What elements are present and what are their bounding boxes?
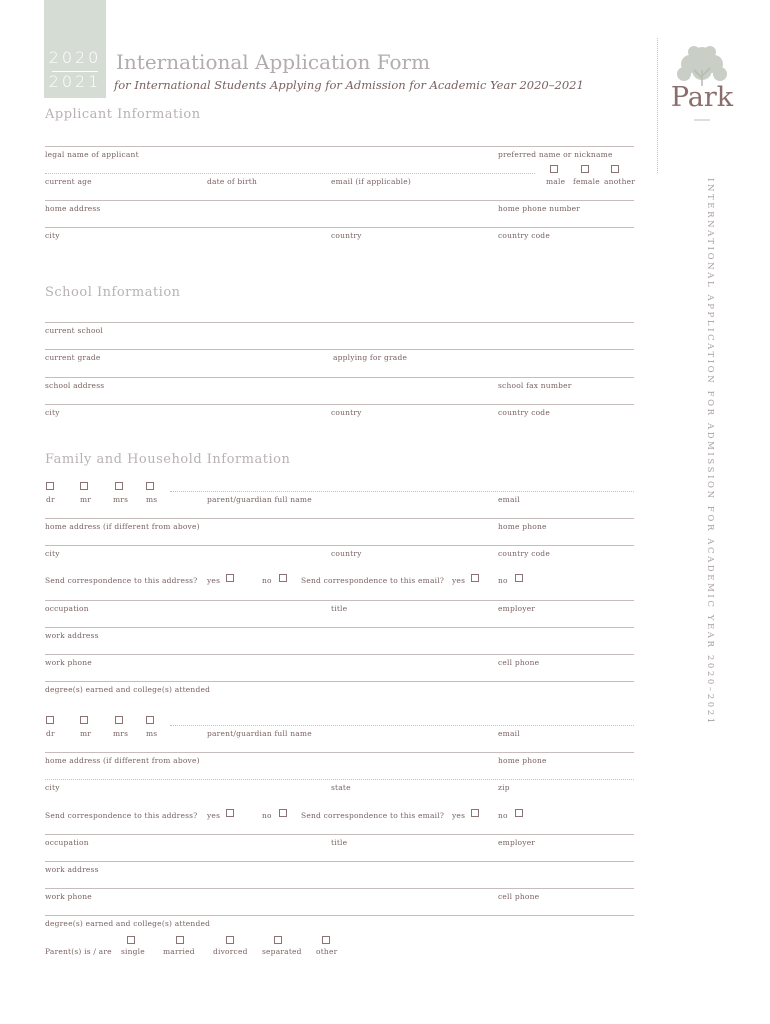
checkbox-g1-ms[interactable]: [146, 482, 154, 490]
checkbox-another[interactable]: [611, 165, 619, 173]
label-g2-yes1: yes: [207, 811, 221, 820]
label-legal-name: legal name of applicant: [45, 150, 139, 159]
label-g2-title: title: [331, 838, 348, 847]
label-g1-home-phone: home phone: [498, 522, 547, 531]
label-g2-zip: zip: [498, 783, 510, 792]
form-title: International Application Form: [116, 50, 431, 74]
label-other: other: [316, 947, 338, 956]
label-g1-send-address: Send correspondence to this address?: [45, 576, 198, 585]
checkbox-g1-email-yes[interactable]: [471, 574, 479, 582]
label-current-age: current age: [45, 177, 92, 186]
checkbox-g1-mr[interactable]: [80, 482, 88, 490]
checkbox-divorced[interactable]: [226, 936, 234, 944]
label-g1-ms: ms: [146, 495, 158, 504]
label-g1-yes1: yes: [207, 576, 221, 585]
label-g2-occupation: occupation: [45, 838, 89, 847]
label-g1-no1: no: [262, 576, 272, 585]
checkbox-female[interactable]: [581, 165, 589, 173]
line-current-school[interactable]: [45, 322, 634, 323]
label-applying-for-grade: applying for grade: [333, 353, 408, 362]
label-married: married: [163, 947, 195, 956]
label-current-grade: current grade: [45, 353, 101, 362]
checkbox-g2-dr[interactable]: [46, 716, 54, 724]
label-g1-employer: employer: [498, 604, 536, 613]
label-g2-send-email: Send correspondence to this email?: [301, 811, 445, 820]
label-g2-city: city: [45, 783, 60, 792]
label-g2-employer: employer: [498, 838, 536, 847]
year-badge: [44, 0, 106, 98]
label-home-address: home address: [45, 204, 101, 213]
checkbox-g2-address-no[interactable]: [279, 809, 287, 817]
label-g2-yes2: yes: [452, 811, 466, 820]
label-g2-work-phone: work phone: [45, 892, 92, 901]
checkbox-g2-mrs[interactable]: [115, 716, 123, 724]
line-g1-work-address[interactable]: [45, 627, 634, 628]
line-legal-name: [45, 146, 634, 147]
line-g2-work-phone[interactable]: [45, 888, 634, 889]
label-school-country-code: country code: [498, 408, 550, 417]
label-g1-cell-phone: cell phone: [498, 658, 540, 667]
line-g2-full-name[interactable]: [170, 725, 634, 726]
header-divider: [657, 38, 658, 173]
line-g1-full-name[interactable]: [170, 491, 634, 492]
line-g1-occupation[interactable]: [45, 600, 634, 601]
label-g1-mrs: mrs: [113, 495, 129, 504]
label-g1-send-email: Send correspondence to this email?: [301, 576, 445, 585]
label-g2-no1: no: [262, 811, 272, 820]
line-age[interactable]: [45, 173, 535, 174]
label-single: single: [121, 947, 145, 956]
checkbox-single[interactable]: [127, 936, 135, 944]
logo-wordmark: Park: [670, 82, 734, 113]
label-g2-ms: ms: [146, 729, 158, 738]
checkbox-other[interactable]: [322, 936, 330, 944]
line-school-city[interactable]: [45, 404, 634, 405]
checkbox-g2-address-yes[interactable]: [226, 809, 234, 817]
checkbox-g2-email-no[interactable]: [515, 809, 523, 817]
line-g1-home-address[interactable]: [45, 518, 634, 519]
label-g1-occupation: occupation: [45, 604, 89, 613]
line-school-address[interactable]: [45, 377, 634, 378]
label-g1-no2: no: [498, 576, 508, 585]
label-country-code: country code: [498, 231, 550, 240]
checkbox-g1-dr[interactable]: [46, 482, 54, 490]
label-male: male: [546, 177, 566, 186]
checkbox-g1-address-no[interactable]: [279, 574, 287, 582]
label-g1-full-name: parent/guardian full name: [207, 495, 312, 504]
label-school-fax: school fax number: [498, 381, 572, 390]
vertical-side-title: INTERNATIONAL APPLICATION FOR ADMISSION FOR ACADEMIC YEAR 2020–2021: [705, 178, 715, 726]
label-g2-degrees: degree(s) earned and college(s) attended: [45, 919, 211, 928]
line-g1-work-phone[interactable]: [45, 654, 634, 655]
checkbox-male[interactable]: [550, 165, 558, 173]
line-g1-degrees[interactable]: [45, 681, 634, 682]
label-g1-work-phone: work phone: [45, 658, 92, 667]
checkbox-separated[interactable]: [274, 936, 282, 944]
label-g2-no2: no: [498, 811, 508, 820]
checkbox-married[interactable]: [176, 936, 184, 944]
label-g2-home-address: home address (if different from above): [45, 756, 200, 765]
label-g2-email: email: [498, 729, 520, 738]
label-current-school: current school: [45, 326, 103, 335]
label-divorced: divorced: [213, 947, 248, 956]
label-g1-yes2: yes: [452, 576, 466, 585]
line-g2-occupation[interactable]: [45, 834, 634, 835]
label-g2-work-address: work address: [45, 865, 99, 874]
label-g1-work-address: work address: [45, 631, 99, 640]
line-g2-work-address[interactable]: [45, 861, 634, 862]
label-g2-cell-phone: cell phone: [498, 892, 540, 901]
label-another: another: [604, 177, 636, 186]
line-current-grade[interactable]: [45, 349, 634, 350]
label-g1-country-code: country code: [498, 549, 550, 558]
label-g1-country: country: [331, 549, 362, 558]
label-g1-degrees: degree(s) earned and college(s) attended: [45, 685, 211, 694]
line-g2-city[interactable]: [45, 779, 634, 780]
label-g2-send-address: Send correspondence to this address?: [45, 811, 198, 820]
label-g1-mr: mr: [80, 495, 92, 504]
label-school-city: city: [45, 408, 60, 417]
line-g1-city[interactable]: [45, 545, 634, 546]
label-g1-email: email: [498, 495, 520, 504]
checkbox-g2-mr[interactable]: [80, 716, 88, 724]
label-home-phone: home phone number: [498, 204, 581, 213]
label-g1-title: title: [331, 604, 348, 613]
label-g2-state: state: [331, 783, 351, 792]
line-g2-home-address[interactable]: [45, 752, 634, 753]
section-title-school: School Information: [45, 285, 181, 300]
checkbox-g1-address-yes[interactable]: [226, 574, 234, 582]
label-g1-home-address: home address (if different from above): [45, 522, 200, 531]
label-g1-city: city: [45, 549, 60, 558]
line-city[interactable]: [45, 227, 634, 228]
year-top: 2020: [48, 48, 102, 67]
label-g1-dr: dr: [46, 495, 55, 504]
form-subtitle: for International Students Applying for Admission for Academic Year 2020–2021: [114, 78, 584, 92]
checkbox-g1-email-no[interactable]: [515, 574, 523, 582]
label-email: email (if applicable): [331, 177, 411, 186]
section-title-applicant: Applicant Information: [45, 107, 201, 122]
line-g2-degrees[interactable]: [45, 915, 634, 916]
label-date-of-birth: date of birth: [207, 177, 258, 186]
label-preferred-name: preferred name or nickname: [498, 150, 613, 159]
checkbox-g2-ms[interactable]: [146, 716, 154, 724]
label-school-country: country: [331, 408, 362, 417]
label-g2-home-phone: home phone: [498, 756, 547, 765]
label-parents-status: Parent(s) is / are: [45, 947, 112, 956]
label-city: city: [45, 231, 60, 240]
label-country: country: [331, 231, 362, 240]
section-title-family: Family and Household Information: [45, 452, 291, 467]
label-g2-mrs: mrs: [113, 729, 129, 738]
line-home-address[interactable]: [45, 200, 634, 201]
label-g2-dr: dr: [46, 729, 55, 738]
label-female: female: [573, 177, 600, 186]
label-school-address: school address: [45, 381, 105, 390]
year-bottom: 2021: [48, 72, 102, 91]
label-g2-mr: mr: [80, 729, 92, 738]
label-g2-full-name: parent/guardian full name: [207, 729, 312, 738]
checkbox-g2-email-yes[interactable]: [471, 809, 479, 817]
label-separated: separated: [262, 947, 302, 956]
checkbox-g1-mrs[interactable]: [115, 482, 123, 490]
